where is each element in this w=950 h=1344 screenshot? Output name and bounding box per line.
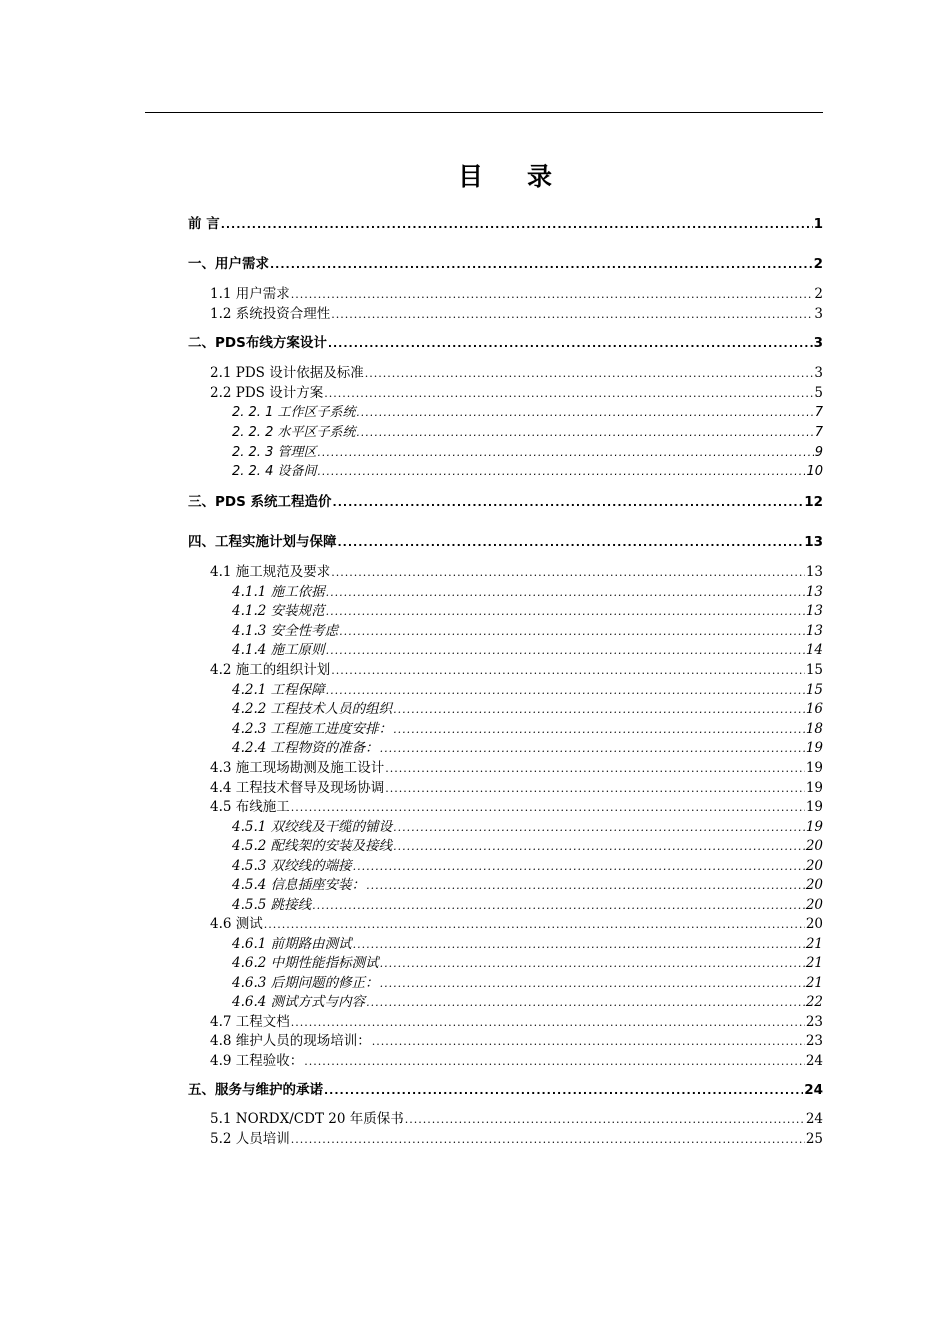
toc-entry-page: 2 [813, 256, 823, 270]
toc-entry-page: 20 [805, 838, 823, 852]
toc-entry-page: 22 [805, 994, 823, 1008]
toc-entry[interactable] [210, 756, 823, 774]
toc-entry-page: 3 [814, 306, 823, 320]
toc-dot-leader [264, 918, 805, 930]
toc-entry[interactable] [232, 736, 823, 754]
toc-entry-page: 18 [805, 721, 823, 735]
toc-entry-label: 4.8 维护人员的现场培训： [210, 1033, 371, 1047]
toc-dot-leader [324, 1084, 803, 1096]
toc-entry-label: 2.1 PDS 设计依据及标准 [210, 365, 364, 379]
toc-entry-label: 4.6 测试 [210, 916, 263, 930]
toc-entry[interactable] [210, 1029, 823, 1047]
toc-entry-page: 23 [805, 1014, 823, 1028]
toc-entry-page: 24 [804, 1082, 823, 1096]
toc-entry-label: 1.2 系统投资合理性 [210, 306, 331, 320]
toc-entry-page: 20 [805, 897, 823, 911]
toc-entry-page: 20 [805, 916, 823, 930]
toc-entry[interactable] [188, 331, 823, 349]
toc-entry[interactable] [210, 1107, 823, 1125]
toc-entry-page: 21 [805, 955, 823, 969]
toc-entry-label: 4.1.2 安装规范 [232, 603, 325, 617]
toc-entry-page: 15 [805, 662, 823, 676]
toc-entry-page: 21 [805, 975, 823, 989]
toc-entry-page: 13 [804, 534, 823, 548]
toc-entry-page: 13 [805, 623, 823, 637]
toc-dot-leader [270, 258, 813, 270]
toc-entry[interactable] [210, 361, 823, 379]
toc-entry-page: 7 [814, 425, 823, 439]
toc-dot-leader [353, 860, 805, 872]
toc-entry[interactable] [210, 560, 823, 578]
toc-dot-leader [405, 1113, 805, 1125]
toc-entry[interactable] [232, 638, 823, 656]
toc-entry-page: 24 [805, 1053, 823, 1067]
toc-dot-leader [326, 586, 805, 598]
toc-entry-label: 4.2.3 工程施工进度安排： [232, 721, 393, 735]
toc-entry-label: 2. 2. 1 工作区子系统 [232, 405, 356, 419]
toc-entry[interactable] [232, 697, 823, 715]
toc-entry-label: 4.1.1 施工依据 [232, 584, 325, 598]
title-char-2: 录 [527, 162, 553, 191]
toc-entry-label: 4.4 工程技术督导及现场协调 [210, 780, 385, 794]
toc-dot-leader [324, 387, 813, 399]
toc-entry-label: 4.1.3 安全性考虑 [232, 623, 339, 637]
toc-entry[interactable] [232, 932, 823, 950]
toc-entry-page: 21 [805, 936, 823, 950]
toc-dot-leader [338, 536, 804, 548]
toc-dot-leader [326, 644, 805, 656]
toc-entry-page: 23 [805, 1033, 823, 1047]
toc-entry-label: 4.5.2 配线架的安装及接线 [232, 838, 393, 852]
toc-entry-page: 20 [805, 877, 823, 891]
toc-entry-page: 9 [814, 445, 823, 459]
toc-entry-label: 4.5.1 双绞线及干缆的铺设 [232, 819, 393, 833]
toc-entry[interactable] [232, 971, 823, 989]
toc-entry-page: 19 [805, 799, 823, 813]
toc-entry-label: 五、服务与维护的承诺 [188, 1082, 323, 1096]
toc-dot-leader [317, 446, 813, 459]
toc-entry-label: 4.9 工程验收： [210, 1053, 304, 1067]
toc-entry[interactable] [232, 717, 823, 735]
toc-entry-label: 4.5.4 信息插座安装： [232, 877, 366, 891]
toc-entry-label: 4.2.1 工程保障 [232, 682, 325, 696]
toc-entry-label: 4.2 施工的组织计划 [210, 662, 331, 676]
toc-dot-leader [328, 337, 813, 349]
toc-entry[interactable] [210, 1049, 823, 1067]
toc-entry-page: 15 [805, 682, 823, 696]
toc-entry-page: 16 [805, 701, 823, 715]
toc-dot-leader [339, 625, 805, 637]
toc-entry-page: 19 [805, 780, 823, 794]
toc-entry-label: 三、PDS 系统工程造价 [188, 494, 332, 508]
toc-dot-leader [393, 821, 805, 833]
toc-entry-label: 2. 2. 4 设备间 [232, 464, 317, 478]
toc-entry[interactable] [232, 854, 823, 872]
toc-dot-leader [221, 218, 813, 230]
toc-entry-page: 12 [804, 494, 823, 508]
toc-entry-label: 5.1 NORDX/CDT 20 年质保书 [210, 1111, 404, 1125]
toc-entry-label: 4.3 施工现场勘测及施工设计 [210, 760, 385, 774]
toc-entry[interactable] [188, 530, 823, 548]
toc-entry-page: 13 [805, 603, 823, 617]
toc-dot-leader [291, 1016, 805, 1028]
toc-dot-leader [353, 938, 805, 950]
toc-entry-label: 4.5.3 双绞线的端接 [232, 858, 352, 872]
toc-entry[interactable] [232, 893, 823, 911]
toc-entry[interactable] [232, 580, 823, 598]
toc-entry-label: 4.6.4 测试方式与内容 [232, 994, 366, 1008]
toc-dot-leader [317, 465, 805, 478]
toc-entry[interactable] [232, 990, 823, 1008]
toc-entry-page: 19 [805, 740, 823, 754]
toc-entry-page: 10 [806, 464, 823, 478]
toc-entry-page: 20 [805, 858, 823, 872]
toc-entry-page: 2 [814, 286, 823, 300]
toc-entry-label: 4.5.5 跳接线 [232, 897, 312, 911]
title-char-1: 目 [457, 162, 483, 191]
toc-dot-leader [331, 308, 813, 320]
toc-entry[interactable] [210, 1010, 823, 1028]
toc-entry-page: 14 [805, 642, 823, 656]
toc-entry[interactable] [210, 912, 823, 930]
toc-dot-leader [326, 605, 805, 617]
toc-dot-leader [372, 1035, 805, 1047]
toc-entry-page: 19 [805, 819, 823, 833]
toc-dot-leader [331, 566, 805, 578]
toc-entry-label: 4.6.2 中期性能指标测试 [232, 955, 379, 969]
toc-dot-leader [385, 762, 805, 774]
toc-entry[interactable] [210, 658, 823, 676]
toc-dot-leader [380, 742, 805, 754]
toc-entry[interactable] [232, 619, 823, 637]
toc-entry[interactable] [210, 282, 823, 300]
toc-entry-page: 7 [814, 405, 823, 419]
toc-dot-leader [393, 840, 805, 852]
toc-entry-label: 1.1 用户需求 [210, 286, 290, 300]
toc-dot-leader [312, 899, 805, 911]
toc-entry-page: 13 [805, 564, 823, 578]
toc-entry[interactable] [232, 421, 823, 439]
toc-entry[interactable] [232, 460, 823, 478]
toc-entry-label: 4.6.3 后期问题的修正： [232, 975, 379, 989]
toc-entry-label: 5.2 人员培训 [210, 1131, 290, 1145]
toc-entry-label: 4.1.4 施工原则 [232, 642, 325, 656]
toc-entry[interactable] [188, 252, 823, 270]
toc-entry-label: 前 言 [188, 216, 220, 230]
toc-entry-label: 4.2.4 工程物资的准备： [232, 740, 379, 754]
toc-entry[interactable] [232, 815, 823, 833]
toc-dot-leader [366, 996, 805, 1008]
toc-dot-leader [365, 367, 814, 379]
toc-entry[interactable] [232, 401, 823, 419]
toc-entry-page: 3 [813, 335, 823, 349]
toc-entry[interactable] [188, 1078, 823, 1096]
toc-entry[interactable] [232, 599, 823, 617]
toc-entry-label: 2. 2. 2 水平区子系统 [232, 425, 356, 439]
toc-entry-label: 4.7 工程文档 [210, 1014, 290, 1028]
toc-dot-leader [291, 288, 814, 300]
toc-entry[interactable] [210, 776, 823, 794]
toc-entry-label: 2.2 PDS 设计方案 [210, 385, 324, 399]
toc-dot-leader [304, 1055, 805, 1067]
toc-entry-label: 4.2.2 工程技术人员的组织 [232, 701, 393, 715]
toc-entry[interactable] [210, 795, 823, 813]
toc-entry[interactable] [232, 834, 823, 852]
toc-entry-label: 二、PDS布线方案设计 [188, 335, 327, 349]
toc-entry-label: 一、用户需求 [188, 256, 269, 270]
toc-entry-label: 四、工程实施计划与保障 [188, 534, 337, 548]
toc-dot-leader [356, 406, 813, 419]
toc-entry-label: 2. 2. 3 管理区 [232, 445, 317, 459]
toc-entry-page: 13 [805, 584, 823, 598]
toc-entry[interactable] [232, 678, 823, 696]
toc-entry-page: 19 [805, 760, 823, 774]
toc-entry[interactable] [188, 212, 823, 230]
toc-entry[interactable] [232, 951, 823, 969]
toc-entry-label: 4.5 布线施工 [210, 799, 290, 813]
toc-entry[interactable] [188, 490, 823, 508]
toc-entry-label: 4.1 施工规范及要求 [210, 564, 331, 578]
toc-dot-leader [380, 977, 805, 989]
toc-dot-leader [380, 957, 805, 969]
toc-dot-leader [366, 879, 805, 891]
toc-dot-leader [385, 782, 805, 794]
toc-entry[interactable] [210, 1127, 823, 1145]
toc-dot-leader [291, 1133, 805, 1145]
toc-entry-page: 3 [814, 365, 823, 379]
toc-entry-page: 25 [805, 1131, 823, 1145]
toc-entry-label: 4.6.1 前期路由测试 [232, 936, 352, 950]
toc-dot-leader [393, 703, 805, 715]
toc-entry[interactable] [232, 441, 823, 459]
toc-entry[interactable] [232, 873, 823, 891]
toc-dot-leader [331, 664, 805, 676]
toc-entry-page: 5 [814, 385, 823, 399]
toc-dot-leader [393, 723, 805, 735]
toc-entry-page: 1 [813, 216, 823, 230]
toc-dot-leader [333, 496, 804, 508]
toc-entry[interactable] [210, 381, 823, 399]
toc-dot-leader [326, 684, 805, 696]
toc-dot-leader [291, 801, 805, 813]
toc-entry-page: 24 [805, 1111, 823, 1125]
toc-entry[interactable] [210, 302, 823, 320]
toc-dot-leader [356, 426, 813, 439]
